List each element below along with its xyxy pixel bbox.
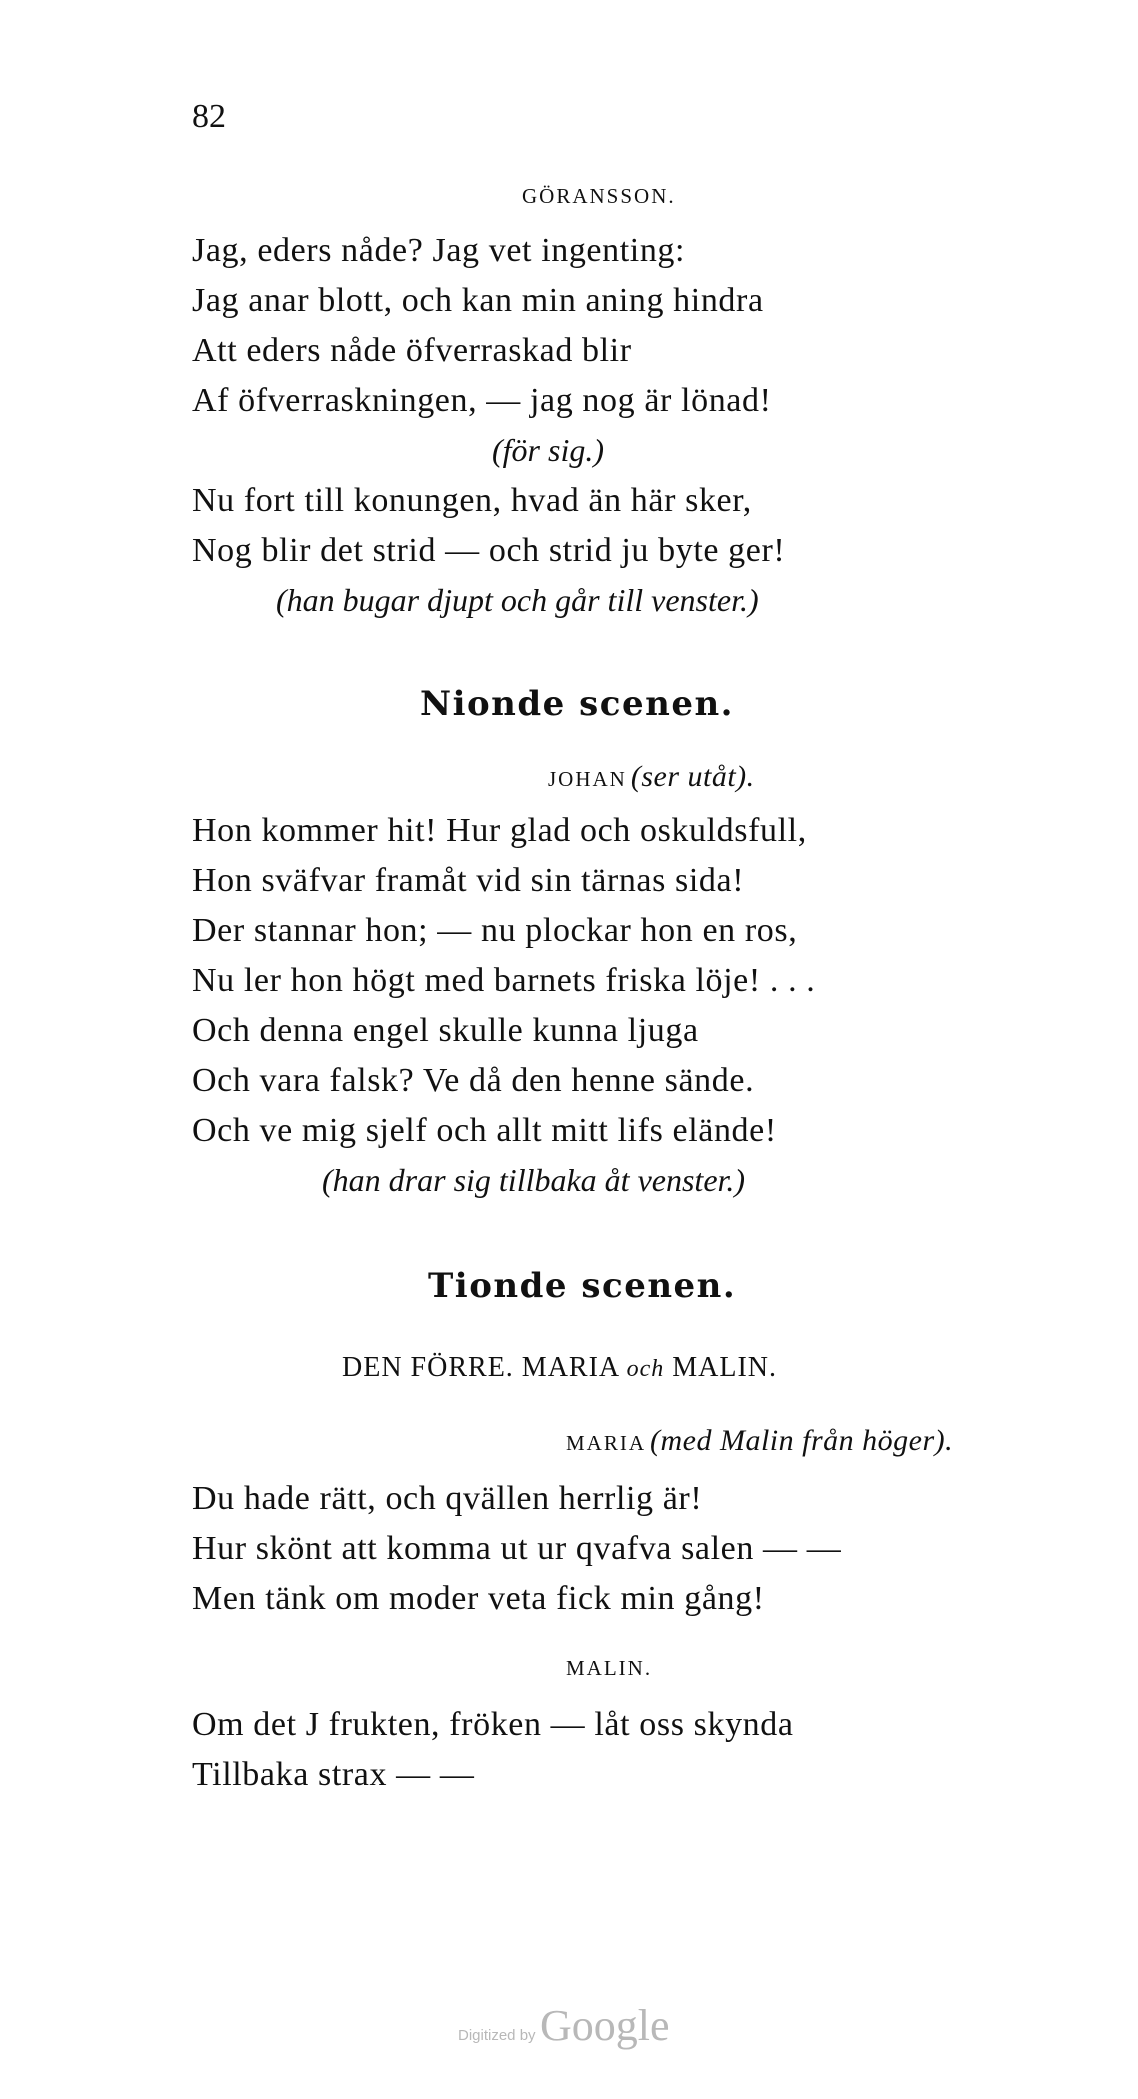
verse-line: Nu fort till konungen, hvad än här sker, <box>192 482 752 519</box>
verse-line: Hur skönt att komma ut ur qvafva salen — — <box>192 1530 842 1567</box>
verse-line: Jag anar blott, och kan min aning hindra <box>192 282 764 319</box>
speaker-maria-line <box>566 1424 953 1458</box>
scene-heading-tionde: Tionde scenen. <box>428 1266 737 1306</box>
verse-line: Och ve mig sjelf och allt mitt lifs elände! <box>192 1112 777 1149</box>
speaker-goransson: GÖRANSSON. <box>522 184 676 208</box>
cast-names: MALIN. <box>672 1352 778 1383</box>
speaker-malin: MALIN. <box>566 1656 653 1680</box>
speaker-maria: MARIA <box>566 1431 647 1455</box>
watermark-prefix: Digitized by <box>458 2027 536 2044</box>
verse-line: Jag, eders nåde? Jag vet ingenting: <box>192 232 686 269</box>
verse-line: Der stannar hon; — nu plockar hon en ros, <box>192 912 798 949</box>
speaker-johan: JOHAN <box>548 767 627 791</box>
verse-line: Tillbaka strax — — <box>192 1756 475 1793</box>
verse-line: Du hade rätt, och qvällen herrlig är! <box>192 1480 703 1517</box>
google-logo: Google <box>540 2001 670 2050</box>
stage-direction-aside: (för sig.) <box>492 432 604 468</box>
stage-direction-exit: (han bugar djupt och går till venster.) <box>276 582 759 618</box>
verse-line: Nog blir det strid — och strid ju byte ger! <box>192 532 786 569</box>
verse-line: Om det J frukten, fröken — låt oss skynda <box>192 1706 794 1743</box>
cast-list <box>342 1352 777 1384</box>
cast-names: DEN FÖRRE. MARIA <box>342 1352 619 1383</box>
verse-line: Men tänk om moder veta fick min gång! <box>192 1580 765 1617</box>
page-number: 82 <box>192 98 226 135</box>
speaker-johan-line <box>548 760 755 794</box>
verse-line: Af öfverraskningen, — jag nog är lönad! <box>192 382 772 419</box>
verse-line: Hon kommer hit! Hur glad och oskuldsfull, <box>192 812 807 849</box>
stage-direction-exit: (han drar sig tillbaka åt venster.) <box>322 1162 746 1198</box>
stage-direction-maria: (med Malin från höger). <box>650 1424 954 1457</box>
cast-conjunction: och <box>626 1356 665 1382</box>
verse-line: Och vara falsk? Ve då den henne sände. <box>192 1062 755 1099</box>
stage-direction-johan: (ser utåt). <box>630 760 755 793</box>
verse-line: Hon sväfvar framåt vid sin tärnas sida! <box>192 862 745 899</box>
verse-line: Och denna engel skulle kunna ljuga <box>192 1012 699 1049</box>
verse-line: Nu ler hon högt med barnets friska löje! . . . <box>192 962 816 999</box>
scene-heading-nionde: Nionde scenen. <box>420 684 735 724</box>
verse-line: Att eders nåde öfverraskad blir <box>192 332 632 369</box>
digitized-by-watermark <box>458 2000 670 2051</box>
